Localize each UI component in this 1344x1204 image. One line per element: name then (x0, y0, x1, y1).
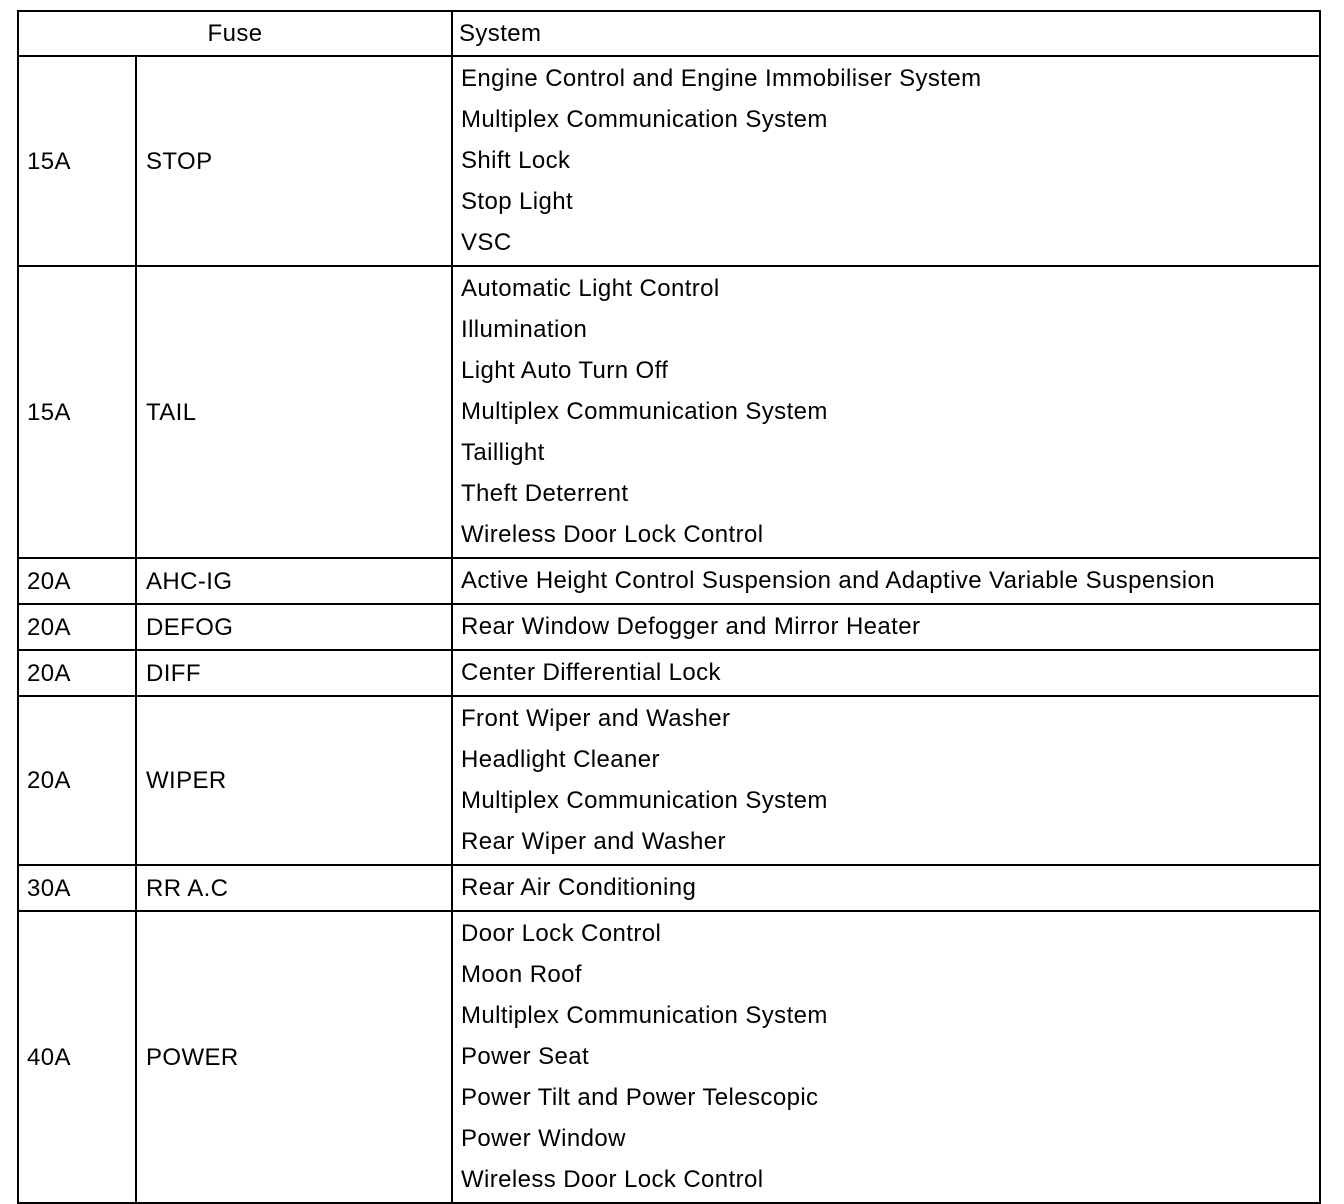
table-row (18, 56, 1320, 266)
table-row (18, 865, 1320, 911)
fuse-header: Fuse (18, 11, 452, 56)
system-item: Front Wiper and Washer (461, 705, 731, 732)
system-item: Multiplex Communication System (461, 106, 828, 133)
system-item: Shift Lock (461, 147, 571, 174)
system-item: Multiplex Communication System (461, 787, 828, 814)
fuse-name: RR A.C (136, 865, 452, 911)
system-item: VSC (461, 229, 512, 256)
system-list (461, 651, 1319, 695)
table-row (18, 604, 1320, 650)
system-item: Illumination (461, 316, 588, 343)
fuse-name: WIPER (136, 696, 452, 865)
fuse-amperage: 20A (18, 604, 136, 650)
system-item: Moon Roof (461, 961, 582, 988)
system-item: Door Lock Control (461, 920, 662, 947)
system-item: Rear Window Defogger and Mirror Heater (461, 613, 921, 640)
system-item: Center Differential Lock (461, 659, 721, 686)
fuse-systems (452, 56, 1320, 266)
fuse-systems (452, 865, 1320, 911)
system-item: Power Window (461, 1125, 626, 1152)
system-list (461, 866, 1319, 910)
fuse-systems (452, 911, 1320, 1203)
system-item: Power Tilt and Power Telescopic (461, 1084, 819, 1111)
fuse-name: STOP (136, 56, 452, 266)
fuse-amperage: 15A (18, 266, 136, 558)
system-item: Engine Control and Engine Immobiliser System (461, 65, 982, 92)
table-row (18, 650, 1320, 696)
fuse-amperage: 30A (18, 865, 136, 911)
fuse-amperage: 15A (18, 56, 136, 266)
system-item: Stop Light (461, 188, 574, 215)
system-item: Power Seat (461, 1043, 590, 1070)
system-item: Theft Deterrent (461, 480, 629, 507)
fuse-name: DEFOG (136, 604, 452, 650)
table-row (18, 266, 1320, 558)
system-list (461, 559, 1319, 603)
fuse-systems (452, 696, 1320, 865)
fuse-name: DIFF (136, 650, 452, 696)
fuse-name: POWER (136, 911, 452, 1203)
system-item: Headlight Cleaner (461, 746, 660, 773)
system-list (461, 605, 1319, 649)
system-item: Multiplex Communication System (461, 1002, 828, 1029)
system-item: Light Auto Turn Off (461, 357, 669, 384)
fuse-name: TAIL (136, 266, 452, 558)
system-item: Wireless Door Lock Control (461, 1166, 764, 1193)
fuse-amperage: 20A (18, 650, 136, 696)
fuse-systems (452, 650, 1320, 696)
table-row (18, 558, 1320, 604)
system-header: System (452, 11, 1320, 56)
system-list (461, 267, 1319, 557)
fuse-systems (452, 604, 1320, 650)
system-item: Multiplex Communication System (461, 398, 828, 425)
system-list (461, 697, 1319, 864)
table-header-row (18, 11, 1320, 56)
system-list (461, 57, 1319, 265)
system-item: Taillight (461, 439, 545, 466)
table-row (18, 696, 1320, 865)
fuse-systems (452, 558, 1320, 604)
system-item: Active Height Control Suspension and Adaptive Variable Suspension (461, 567, 1216, 594)
system-item: Automatic Light Control (461, 275, 720, 302)
fuse-name: AHC-IG (136, 558, 452, 604)
system-item: Rear Air Conditioning (461, 874, 697, 901)
system-item: Wireless Door Lock Control (461, 521, 764, 548)
system-item: Rear Wiper and Washer (461, 828, 726, 855)
table-row (18, 911, 1320, 1203)
fuse-amperage: 20A (18, 558, 136, 604)
fuse-systems (452, 266, 1320, 558)
fuse-amperage: 20A (18, 696, 136, 865)
system-list (461, 912, 1319, 1202)
fuse-table (17, 10, 1321, 1204)
fuse-table-body (18, 11, 1320, 1203)
fuse-amperage: 40A (18, 911, 136, 1203)
